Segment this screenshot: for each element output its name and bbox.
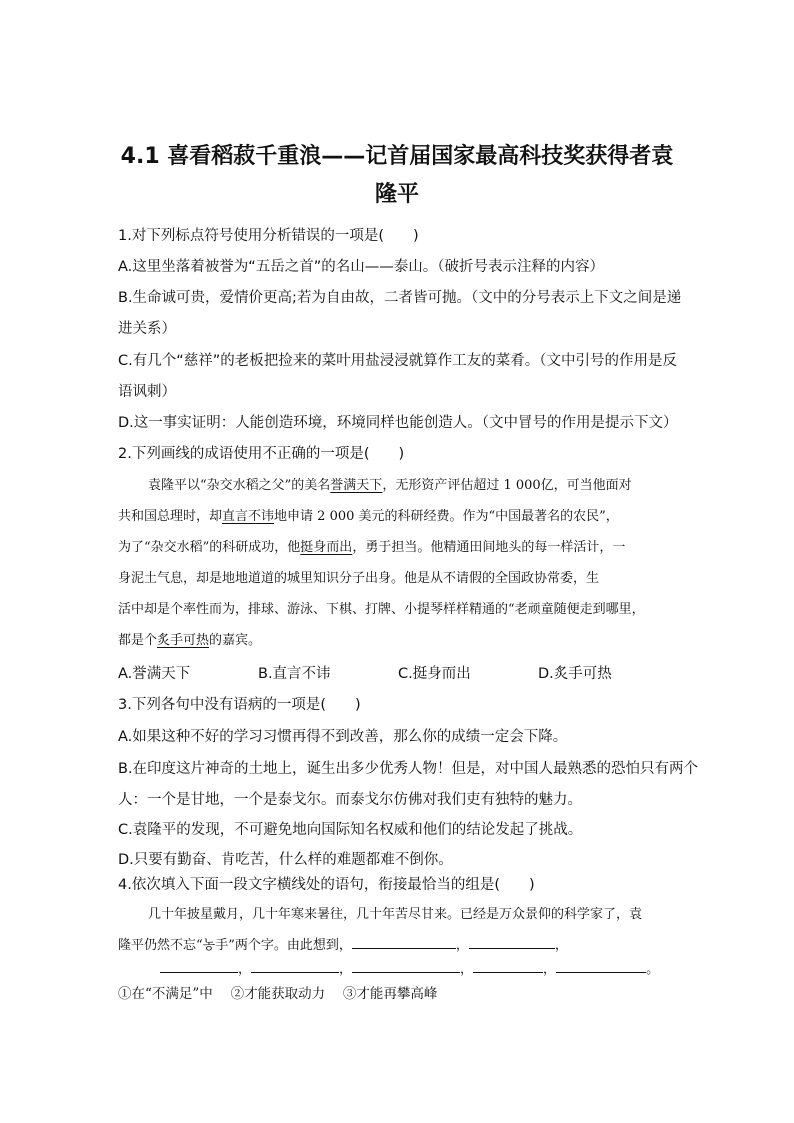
page-title — [100, 138, 694, 214]
q1-option-d: D.这一事实证明：人能创造环境，环境同样也能创造人。（文中冒号的作用是提示下文） — [118, 415, 678, 431]
separator: ， — [543, 962, 557, 977]
answer-blank[interactable] — [160, 960, 238, 973]
q4-passage-line2 — [118, 936, 678, 955]
q1-option-a: A.这里坐落着被誉为“五岳之首”的名山——泰山。（破折号表示注释的内容） — [118, 259, 605, 275]
q2-passage-line1 — [148, 477, 678, 495]
passage-text: 共和国总理时，却 — [118, 509, 223, 524]
q2-passage-line6 — [118, 632, 678, 650]
separator: ， — [339, 962, 353, 977]
passage-text: 都是个 — [118, 633, 158, 648]
underlined-idiom: 直言不讳 — [222, 509, 275, 524]
q2-stem: 2.下列画线的成语使用不正确的一项是( ) — [118, 446, 405, 462]
separator: ， — [238, 962, 252, 977]
answer-blank[interactable] — [473, 960, 543, 973]
underlined-idiom: 炙手可热 — [157, 633, 210, 648]
q2-option-b: B.直言不讳 — [258, 666, 331, 682]
separator: ， — [455, 938, 469, 953]
full-stop: 。 — [646, 962, 660, 977]
q2-passage-line4: 身泥土气息，却是地地道道的城里知识分子出身。他是从不请假的全国政协常委，生 — [118, 571, 600, 586]
answer-blank[interactable] — [469, 936, 555, 949]
q3-option-c: C.袁隆平的发现，不可避免地向国际知名权威和他们的结论发起了挑战。 — [118, 822, 583, 838]
q1-option-b-line1: B.生命诚可贵，爱情价更高;若为自由故，二者皆可抛。（文中的分号表示上下文之间是递 — [118, 290, 682, 306]
answer-blank[interactable] — [352, 960, 460, 973]
q1-option-b-line2: 进关系） — [118, 321, 176, 337]
q2-passage-line5: 活中却是个率性而为，排球、游泳、下棋、打牌、小提琴样样精通的“老顽童随便走到哪里， — [118, 602, 645, 617]
title-line-1: 4.1 喜看稻菽千重浪——记首届国家最高科技奖获得者袁 — [120, 144, 674, 169]
separator: ， — [554, 938, 568, 953]
passage-text: 袁隆平以“杂交水稻之父”的美名 — [148, 478, 331, 493]
q2-option-c: C.挺身而出 — [398, 666, 471, 682]
q3-option-a: A.如果这种不好的学习习惯再得不到改善，那么你的成绩一定会下降。 — [118, 729, 568, 745]
q3-option-d: D.只要有勤奋、肯吃苦，什么样的难题都难不倒你。 — [118, 852, 453, 868]
passage-text: 的嘉宾。 — [209, 633, 262, 648]
q4-items: ①在“不满足”中 ②才能获取动力 ③才能再攀高峰 — [118, 986, 438, 1002]
q2-passage-line3 — [118, 539, 678, 557]
q2-passage-line2 — [118, 508, 678, 526]
answer-blank[interactable] — [251, 960, 339, 973]
q3-stem: 3.下列各句中没有语病的一项是( ) — [118, 697, 361, 713]
q1-option-c-line2: 语讽刺） — [118, 384, 176, 400]
answer-blank[interactable] — [352, 936, 456, 949]
q2-option-d: D.炙手可热 — [538, 666, 612, 682]
passage-text: 地申请 2 000 美元的科研经费。作为“中国最著名的农民”， — [274, 509, 619, 524]
q3-option-b-line2: 人：一个是甘地，一个是泰戈尔。而泰戈尔仿佛对我们吏有独特的魅力。 — [118, 792, 582, 808]
passage-text: 为了“杂交水稻”的科研成功，他 — [118, 540, 301, 555]
title-line-2: 隆平 — [374, 182, 419, 207]
underlined-idiom: 誉满天下 — [330, 478, 383, 493]
q1-option-c-line1: C.有几个“慈祥”的老板把捡来的菜叶用盐浸浸就算作工友的菜肴。（文中引号的作用是反 — [118, 353, 678, 369]
q4-passage-line3 — [160, 960, 678, 979]
q2-options — [118, 664, 678, 684]
passage-text: 隆平仍然不忘“농手”两个字。由此想到， — [118, 938, 352, 953]
q2-option-a: A.誉满天下 — [118, 666, 191, 682]
q4-stem: 4.依次填入下面一段文字横线处的语句，衔接最恰当的组是( ) — [118, 877, 535, 893]
q4-passage-line1: 几十年披星戴月，几十年寒来暑往，几十年苦尽甘来。已经是万众景仰的科学家了，袁 — [148, 907, 643, 922]
q1-stem: 1.对下列标点符号使用分析错误的一项是( ) — [118, 228, 419, 244]
underlined-idiom: 挺身而出 — [300, 540, 353, 555]
separator: ， — [460, 962, 474, 977]
passage-text: ，勇于担当。他精通田间地头的每一样活计，一 — [352, 540, 626, 555]
q3-option-b-line1: B.在印度这片神奇的土地上，诞生出多少优秀人物！但是，对中国人最熟悉的恐怕只有两个 — [118, 761, 699, 777]
answer-blank[interactable] — [556, 960, 646, 973]
passage-text: ，无形资产评估超过 1 000亿，可当他面对 — [382, 478, 632, 493]
